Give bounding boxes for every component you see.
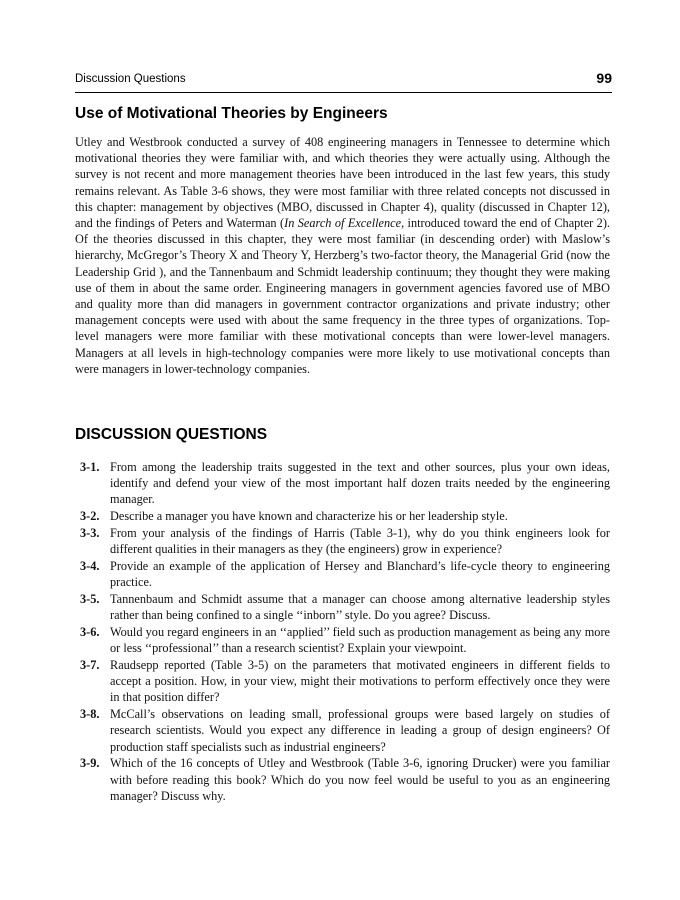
running-header (75, 70, 612, 93)
book-title-italic: In Search of Excellence (284, 216, 402, 231)
question-list (75, 459, 610, 805)
question-item (75, 508, 610, 524)
body-paragraph (75, 134, 610, 377)
question-number: 3-9. (80, 756, 100, 771)
question-text: Would you regard engineers in an ‘‘applied’’ field such as production management as being any more or less ‘‘professional’’ than a research scientist? Explain your viewpoint. (110, 625, 610, 656)
question-text: From among the leadership traits suggested in the text and other sources, plus your own ideas, identify and defend your view of the most important half dozen traits needed by the engineering manager. (110, 460, 610, 507)
question-item (75, 657, 610, 706)
paragraph-text-1: Utley and Westbrook conducted a survey of 408 engineering managers in Tennessee to determine which motivational theories they were familiar with, and which theories they were actually using. Although the survey is not recent and more management theories have been introduced in the last few years, this study remains relevant. As Table 3-6 shows, they were most familiar with three related concepts not discussed in this chapter: management by objectives (MBO, discussed in Chapter 4), quality (discussed in Chapter 12), and the findings of Peters and Waterman ( (75, 135, 610, 231)
question-text: Which of the 16 concepts of Utley and Westbrook (Table 3-6, ignoring Drucker) were you familiar with before reading this book? Which do you now feel would be useful to you as an engineering manager? Discuss why. (110, 756, 610, 803)
question-number: 3-5. (80, 592, 100, 606)
running-header-section: Discussion Questions (75, 73, 186, 85)
question-number: 3-6. (80, 625, 100, 639)
question-number: 3-7. (80, 658, 100, 672)
paragraph-text-2: , introduced toward the end of Chapter 2). Of the theories discussed in this chapter, they were most familiar (in descending order) with Maslow’s hierarchy, McGregor’s Theory X and Theory Y, Herzberg’s two-factor theory, the Managerial Grid (now the Leadership Grid ), and the Tannenbaum and Schmidt leadership continuum; they thought they were making use of them in about the same order. Engineering managers in government agencies favored use of MBO and quality more than did managers in government contractor organizations and private industry; other management concepts were used with about the same frequency in the three types of organizations. Top-level managers were more familiar with these motivational concepts than were lower-level managers. Managers at all levels in high-technology companies were more likely to use motivational concepts than were managers in lower-technology companies. (75, 216, 610, 376)
question-item (75, 755, 610, 804)
question-text: Raudsepp reported (Table 3-5) on the parameters that motivated engineers in different fields to accept a position. How, in your view, might their motivations to perform effectively once they were in that position differ? (110, 658, 610, 705)
question-item (75, 459, 610, 508)
discussion-questions-heading: DISCUSSION QUESTIONS (75, 426, 268, 443)
question-text: McCall’s observations on leading small, professional groups were based largely on studies of research scientists. Would you expect any difference in leading a group of design engineers? Of production staff specialists such as industrial engineers? (110, 707, 610, 754)
question-number: 3-4. (80, 559, 100, 573)
question-number: 3-8. (80, 707, 100, 722)
question-item (75, 706, 610, 755)
question-item (75, 525, 610, 557)
question-item (75, 624, 610, 656)
question-text: From your analysis of the findings of Harris (Table 3-1), why do you think engineers look for different qualities in their managers as they (the engineers) grow in experience? (110, 526, 610, 557)
question-text: Tannenbaum and Schmidt assume that a manager can choose among alternative leadership styles rather than being confined to a single ‘‘inborn’’ style. Do you agree? Discuss. (110, 592, 610, 623)
section-title: Use of Motivational Theories by Engineers (75, 105, 388, 122)
question-number: 3-1. (80, 460, 100, 474)
question-item (75, 558, 610, 590)
question-text: Provide an example of the application of Hersey and Blanchard’s life-cycle theory to engineering practice. (110, 559, 610, 590)
question-number: 3-2. (80, 509, 100, 524)
question-number: 3-3. (80, 526, 100, 540)
page-number: 99 (596, 70, 612, 86)
question-text: Describe a manager you have known and characterize his or her leadership style. (110, 509, 508, 524)
question-item (75, 591, 610, 623)
